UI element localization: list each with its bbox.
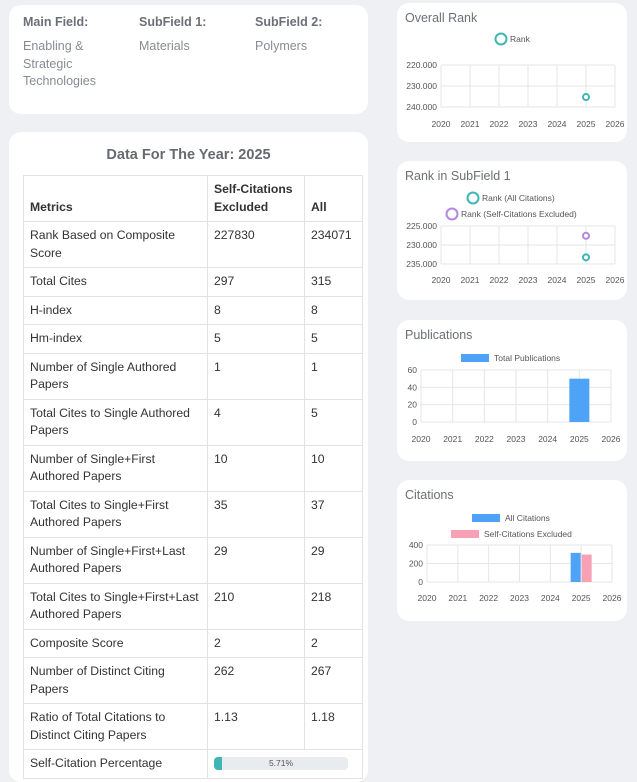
legend-marker xyxy=(496,34,507,45)
y-tick-label: 240.000 xyxy=(406,102,437,112)
metric-name: Total Cites to Single Authored Papers xyxy=(24,399,208,445)
metric-name: Ratio of Total Citations to Distinct Citing Papers xyxy=(24,704,208,750)
x-tick-label: 2023 xyxy=(510,593,529,603)
y-tick-label: 0 xyxy=(412,417,417,427)
y-tick-label: 220.000 xyxy=(406,60,437,70)
legend-marker xyxy=(447,209,458,220)
legend-marker xyxy=(461,354,489,362)
subfield-2-value: Polymers xyxy=(255,39,308,53)
metrics-table-body xyxy=(24,222,363,750)
subfield-rank-card xyxy=(397,161,627,300)
y-tick-label: 0 xyxy=(418,577,423,587)
all-value: 315 xyxy=(305,268,363,297)
all-value: 29 xyxy=(305,537,363,583)
bar xyxy=(571,553,581,582)
header-metrics: Metrics xyxy=(24,176,208,222)
x-tick-label: 2021 xyxy=(443,434,463,444)
all-value: 1 xyxy=(305,353,363,399)
y-tick-label: 235.000 xyxy=(406,259,437,269)
metrics-table xyxy=(23,175,363,779)
excluded-value: 210 xyxy=(208,583,305,629)
chart-title: Rank in SubField 1 xyxy=(405,169,511,183)
metric-name: Number of Single+First Authored Papers xyxy=(24,445,208,491)
table-row xyxy=(24,704,363,750)
legend-marker xyxy=(468,193,479,204)
table-row xyxy=(24,353,363,399)
x-tick-label: 2022 xyxy=(479,593,499,603)
metric-name: H-index xyxy=(24,296,208,325)
excluded-value: 10 xyxy=(208,445,305,491)
y-tick-label: 225.000 xyxy=(406,221,437,231)
plot-area xyxy=(427,545,612,582)
x-tick-label: 2020 xyxy=(431,119,451,129)
field-info-card xyxy=(9,5,368,114)
subfield-2-label: SubField 2: xyxy=(255,15,323,29)
table-row xyxy=(24,296,363,325)
bar xyxy=(569,379,589,422)
excluded-value: 35 xyxy=(208,491,305,537)
chart-title: Citations xyxy=(405,488,454,502)
x-tick-label: 2025 xyxy=(576,275,596,285)
table-row xyxy=(24,583,363,629)
metric-name: Self-Citation Percentage xyxy=(24,750,208,779)
legend-label: All Citations xyxy=(505,513,550,523)
x-tick-label: 2020 xyxy=(411,434,431,444)
data-point xyxy=(583,254,589,260)
table-row xyxy=(24,399,363,445)
all-value: 5 xyxy=(305,325,363,354)
table-row xyxy=(24,445,363,491)
table-row xyxy=(24,491,363,537)
plot-area xyxy=(441,65,615,107)
table-row xyxy=(24,537,363,583)
x-tick-label: 2026 xyxy=(602,593,622,603)
excluded-value: 297 xyxy=(208,268,305,297)
excluded-value: 2 xyxy=(208,629,305,658)
metric-name: Hm-index xyxy=(24,325,208,354)
all-value: 2 xyxy=(305,629,363,658)
metric-name: Rank Based on Composite Score xyxy=(24,222,208,268)
chart-title: Publications xyxy=(405,328,473,342)
y-tick-label: 230.000 xyxy=(406,81,437,91)
table-row xyxy=(24,222,363,268)
x-tick-label: 2026 xyxy=(601,434,621,444)
legend-label: Self-Citations Excluded xyxy=(484,529,572,539)
overall-rank-card xyxy=(397,3,627,142)
main-field xyxy=(23,15,123,91)
x-tick-label: 2022 xyxy=(489,275,509,285)
chart-title: Overall Rank xyxy=(405,11,478,25)
all-value: 267 xyxy=(305,658,363,704)
excluded-value: 262 xyxy=(208,658,305,704)
excluded-value: 4 xyxy=(208,399,305,445)
table-row xyxy=(24,325,363,354)
y-tick-label: 200 xyxy=(408,558,423,569)
bar xyxy=(582,555,592,582)
main-field-label: Main Field: xyxy=(23,15,89,29)
x-tick-label: 2021 xyxy=(460,119,480,129)
all-value: 8 xyxy=(305,296,363,325)
metric-name: Number of Distinct Citing Papers xyxy=(24,658,208,704)
y-tick-label: 230.000 xyxy=(406,240,437,250)
metric-name: Number of Single Authored Papers xyxy=(24,353,208,399)
x-tick-label: 2020 xyxy=(417,593,437,603)
data-point xyxy=(583,233,589,239)
x-tick-label: 2024 xyxy=(547,275,567,285)
legend-label: Total Publications xyxy=(494,353,561,363)
x-tick-label: 2021 xyxy=(460,275,480,285)
table-header-row xyxy=(24,176,363,222)
subfield-2 xyxy=(255,15,355,56)
legend-label: Rank xyxy=(510,34,530,44)
x-tick-label: 2024 xyxy=(540,593,560,603)
y-tick-label: 20 xyxy=(407,399,417,410)
excluded-value: 5 xyxy=(208,325,305,354)
yearly-data-card xyxy=(9,132,368,782)
metric-name: Total Cites to Single+First+Last Authored Papers xyxy=(24,583,208,629)
all-value: 234071 xyxy=(305,222,363,268)
subfield-1-value: Materials xyxy=(139,39,190,53)
progress-text: 5.71% xyxy=(268,758,294,768)
subfield-1-label: SubField 1: xyxy=(139,15,207,29)
self-citation-progress xyxy=(208,750,363,779)
metric-name: Composite Score xyxy=(24,629,208,658)
metric-name: Total Cites to Single+First Authored Papers xyxy=(24,491,208,537)
x-tick-label: 2023 xyxy=(518,275,538,285)
table-row xyxy=(24,658,363,704)
x-tick-label: 2022 xyxy=(474,434,494,444)
legend-label: Rank (All Citations) xyxy=(482,193,555,203)
header-self-citations-excluded: Self-Citations Excluded xyxy=(208,176,305,222)
excluded-value: 1.13 xyxy=(208,704,305,750)
legend-label: Rank (Self-Citations Excluded) xyxy=(461,209,577,219)
table-row xyxy=(24,750,363,779)
x-tick-label: 2020 xyxy=(431,275,451,285)
y-tick-label: 40 xyxy=(407,382,417,393)
publications-card xyxy=(397,320,627,461)
y-tick-label: 400 xyxy=(408,540,423,550)
x-tick-label: 2021 xyxy=(448,593,468,603)
data-table-title: Data For The Year: 2025 xyxy=(106,147,271,163)
all-value: 37 xyxy=(305,491,363,537)
legend-marker xyxy=(472,514,500,522)
x-tick-label: 2023 xyxy=(518,119,538,129)
y-tick-label: 60 xyxy=(407,365,417,375)
x-tick-label: 2025 xyxy=(576,119,596,129)
x-tick-label: 2025 xyxy=(571,593,591,603)
excluded-value: 227830 xyxy=(208,222,305,268)
x-tick-label: 2024 xyxy=(547,119,567,129)
x-tick-label: 2024 xyxy=(538,434,558,444)
excluded-value: 29 xyxy=(208,537,305,583)
all-value: 5 xyxy=(305,399,363,445)
excluded-value: 8 xyxy=(208,296,305,325)
plot-area xyxy=(421,370,611,422)
all-value: 1.18 xyxy=(305,704,363,750)
x-tick-label: 2022 xyxy=(489,119,509,129)
plot-area xyxy=(441,226,615,264)
table-row xyxy=(24,268,363,297)
table-row xyxy=(24,629,363,658)
excluded-value: 1 xyxy=(208,353,305,399)
progress-bar xyxy=(214,757,348,770)
x-tick-label: 2026 xyxy=(605,275,625,285)
all-value: 218 xyxy=(305,583,363,629)
x-tick-label: 2023 xyxy=(506,434,526,444)
header-all: All xyxy=(305,176,363,222)
metric-name: Number of Single+First+Last Authored Papers xyxy=(24,537,208,583)
metric-name: Total Cites xyxy=(24,268,208,297)
main-field-value: Enabling & Strategic Technologies xyxy=(23,39,96,88)
x-tick-label: 2026 xyxy=(605,119,625,129)
x-tick-label: 2025 xyxy=(569,434,589,444)
subfield-1 xyxy=(139,15,239,56)
citations-card xyxy=(397,480,627,621)
data-point xyxy=(583,94,589,100)
legend-marker xyxy=(451,530,479,538)
all-value: 10 xyxy=(305,445,363,491)
